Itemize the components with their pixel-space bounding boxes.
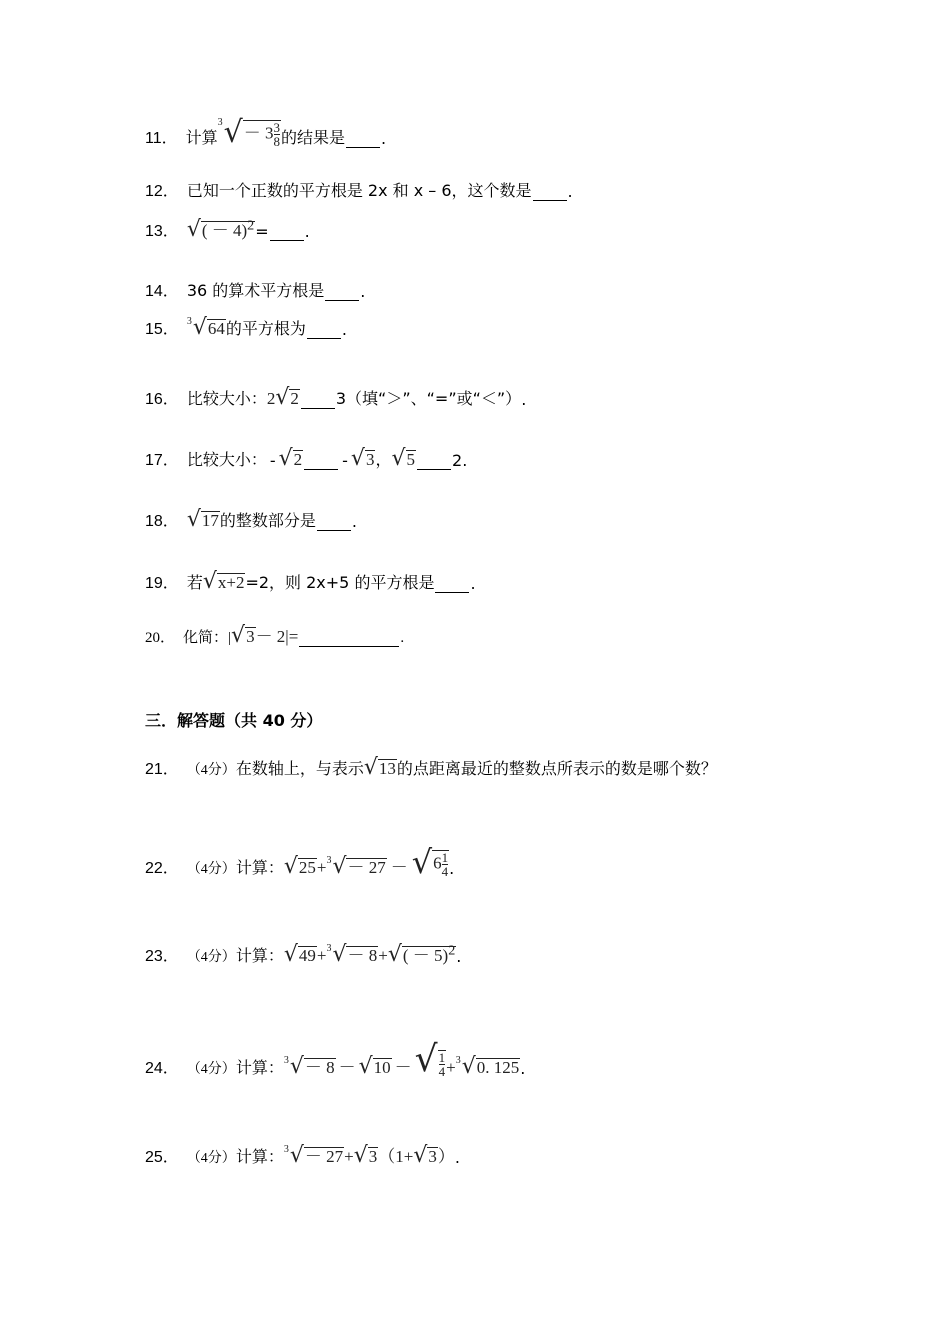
radical-sign: √ — [411, 843, 433, 881]
plus-sign: + — [378, 946, 388, 965]
radical-sign: √ — [461, 1054, 476, 1079]
radicand-text: 13 — [378, 759, 396, 779]
question-text: 若 — [186, 573, 203, 592]
root-index: 3 — [455, 1055, 461, 1066]
radical-sign: √ — [202, 569, 217, 594]
points: （4分） — [186, 950, 236, 965]
plus-sign: + — [344, 1147, 354, 1166]
answer-blank[interactable] — [346, 131, 380, 148]
root-index: 3 — [283, 1055, 289, 1066]
points: （4分） — [186, 763, 236, 778]
radical-sign: √ — [192, 315, 207, 340]
square-root-expression — [391, 448, 416, 470]
question-number: 20． — [145, 630, 176, 646]
exponent: 2 — [448, 942, 456, 959]
question-text: 的结果是 — [281, 128, 346, 147]
question-17 — [145, 447, 467, 470]
question-12 — [145, 178, 573, 201]
radicand-text: 2 — [290, 389, 299, 409]
root-index: 3 — [283, 1144, 289, 1155]
square-root-expression — [203, 571, 246, 593]
radicand-text: 49 — [298, 946, 316, 966]
radical-sign: √ — [391, 446, 406, 471]
period: . — [341, 320, 347, 339]
radicand-text: 25 — [298, 858, 316, 878]
cube-root-expression — [284, 1145, 344, 1167]
radical-sign: √ — [275, 385, 290, 410]
square-root-expression — [354, 1145, 379, 1167]
question-number: 13． — [145, 223, 179, 240]
radical-sign: √ — [414, 1039, 438, 1080]
answer-blank[interactable] — [533, 184, 567, 201]
question-text: － 2|= — [255, 627, 299, 646]
radicand-text: 10 — [373, 1058, 391, 1078]
cube-root-expression — [217, 115, 281, 150]
period: . — [351, 512, 357, 531]
period: . — [449, 859, 455, 878]
square-root-expression — [351, 448, 376, 470]
radicand-text: － 8 — [304, 1058, 335, 1078]
numerator: 3 — [273, 120, 281, 135]
question-text: 的点距离最近的整数点所表示的数是哪个数？ — [396, 759, 717, 778]
period: . — [520, 1059, 526, 1078]
period: . — [360, 282, 366, 301]
square-root-expression — [284, 944, 317, 966]
question-15 — [145, 316, 347, 339]
question-number: 21． — [145, 761, 179, 778]
question-number: 19． — [145, 575, 179, 592]
question-number: 24． — [145, 1060, 179, 1077]
question-text: 计算： — [235, 1058, 284, 1077]
radical-sign: √ — [289, 1054, 304, 1079]
root-index: 3 — [326, 855, 332, 866]
points: （4分） — [186, 862, 236, 877]
question-number: 25． — [145, 1149, 179, 1166]
question-number: 23． — [145, 948, 179, 965]
question-text: 在数轴上，与表示 — [235, 759, 364, 778]
period: . — [304, 222, 310, 241]
radicand-text: 5 — [406, 450, 415, 470]
question-text: 计算： — [235, 946, 284, 965]
answer-blank[interactable] — [417, 453, 451, 470]
radical-sign: √ — [283, 942, 298, 967]
question-16 — [145, 386, 526, 409]
radical-sign: √ — [413, 1143, 428, 1168]
square-root-expression — [414, 1039, 446, 1080]
coefficient: 2 — [266, 389, 276, 408]
radicand-text: － 3 — [243, 123, 274, 143]
question-text: 的平方根为 — [225, 319, 306, 338]
paren-open: （1+ — [378, 1147, 414, 1166]
answer-blank[interactable] — [304, 453, 338, 470]
equals: = — [255, 222, 269, 241]
radicand-text: 17 — [201, 511, 219, 531]
question-text: 化简：| — [183, 630, 232, 646]
question-text: 计算： — [235, 1147, 284, 1166]
root-index: 3 — [186, 316, 192, 327]
radical-sign: √ — [350, 446, 365, 471]
radicand-text: 0. 125 — [476, 1058, 520, 1078]
radicand-text: 64 — [207, 319, 225, 339]
square-root-expression — [275, 387, 300, 409]
radicand-text: ( － 5) — [402, 946, 449, 966]
radical-sign: √ — [283, 854, 298, 879]
radical-sign: √ — [363, 755, 378, 780]
cube-root-expression — [187, 317, 226, 339]
denominator: 8 — [273, 134, 281, 149]
problem-25 — [145, 1142, 460, 1167]
plus-sign: + — [446, 1058, 456, 1077]
question-text: 计算 — [185, 128, 218, 147]
answer-blank[interactable] — [270, 224, 304, 241]
radical-sign: √ — [278, 446, 293, 471]
minus-sign: － — [338, 1058, 356, 1077]
period: . — [470, 574, 476, 593]
square-root-expression — [413, 1145, 438, 1167]
radical-sign: √ — [186, 217, 201, 242]
question-number: 18． — [145, 513, 179, 530]
root-index: 3 — [217, 117, 223, 128]
question-18 — [145, 508, 357, 531]
question-number: 15． — [145, 321, 179, 338]
answer-blank[interactable] — [435, 576, 469, 593]
radicand — [243, 120, 281, 148]
square-root-expression — [364, 757, 397, 779]
denominator: 4 — [441, 864, 449, 879]
problem-22 — [145, 843, 455, 881]
radicand-text: － 8 — [347, 946, 378, 966]
radicand-text: ( － 4) — [201, 221, 248, 241]
answer-blank[interactable] — [301, 392, 335, 409]
points: （4分） — [186, 1062, 236, 1077]
radicand-text: 2 — [293, 450, 303, 470]
question-19 — [145, 570, 476, 593]
period: . — [567, 182, 573, 201]
square-root-expression — [388, 944, 456, 966]
period: . — [454, 1148, 460, 1167]
question-13 — [145, 218, 310, 241]
section-heading: 三．解答题（共 40 分） — [145, 711, 323, 730]
radical-sign: √ — [231, 623, 246, 648]
period: . — [521, 390, 527, 409]
radical-sign: √ — [387, 942, 402, 967]
square-root-expression — [231, 625, 256, 647]
cube-root-expression — [456, 1056, 521, 1078]
minus-sign: － — [394, 1058, 412, 1077]
root-index: 3 — [326, 943, 332, 954]
problem-23 — [145, 943, 461, 966]
radical-sign: √ — [332, 854, 347, 879]
square-root-expression — [187, 509, 220, 531]
radical-sign: √ — [353, 1143, 368, 1168]
plus-sign: + — [316, 858, 327, 877]
square-root-expression — [187, 219, 255, 241]
radicand-text: 6 — [433, 853, 442, 873]
comma: ， — [375, 450, 392, 469]
question-text: 3（填“＞”、“=”或“＜”） — [335, 389, 522, 408]
question-number: 14． — [145, 283, 179, 300]
radical-sign: √ — [289, 1143, 304, 1168]
points: （4分） — [186, 1151, 236, 1166]
radical-sign: √ — [358, 1054, 373, 1079]
minus-sign: － — [390, 858, 408, 877]
square-root-expression — [359, 1056, 392, 1078]
question-number: 16． — [145, 391, 179, 408]
period: . — [462, 451, 468, 470]
question-text: 计算： — [235, 858, 284, 877]
plus-sign: + — [316, 946, 327, 965]
radicand-text: － 27 — [347, 858, 386, 878]
question-text: 36 的算术平方根是 — [186, 281, 325, 300]
minus-sign: - — [342, 451, 348, 470]
radical-sign: √ — [223, 115, 243, 150]
numerator: 1 — [438, 1050, 446, 1065]
period: . — [456, 947, 462, 966]
paren-close: ） — [437, 1147, 455, 1166]
period: . — [400, 630, 405, 646]
square-root-expression — [279, 448, 304, 470]
question-text: 的整数部分是 — [219, 511, 316, 530]
problem-21 — [145, 756, 717, 779]
radical-sign: √ — [186, 507, 201, 532]
question-text: 已知一个正数的平方根是 2x 和 x – 6，这个数是 — [186, 181, 532, 200]
minus-sign: - — [269, 451, 276, 470]
question-text: 比较大小： — [186, 389, 267, 408]
denominator: 4 — [438, 1064, 446, 1079]
radicand-text: － 27 — [304, 1147, 344, 1167]
question-text: 2 — [452, 451, 463, 470]
square-root-expression — [411, 843, 449, 881]
radicand-text: 3 — [246, 627, 255, 647]
problem-24 — [145, 1039, 526, 1080]
question-number: 11． — [145, 130, 178, 147]
question-11 — [145, 115, 387, 150]
answer-blank[interactable] — [307, 322, 341, 339]
question-number: 17． — [145, 452, 179, 469]
exponent: 2 — [247, 217, 255, 234]
question-14 — [145, 278, 365, 301]
radicand-text: x+2 — [217, 573, 245, 593]
radical-sign: √ — [332, 942, 347, 967]
question-20 — [145, 622, 404, 647]
radicand-text: 3 — [365, 450, 375, 470]
cube-root-expression — [284, 1056, 336, 1078]
cube-root-expression — [326, 856, 386, 878]
cube-root-expression — [326, 944, 378, 966]
answer-blank[interactable] — [317, 514, 351, 531]
question-number: 22． — [145, 860, 179, 877]
square-root-expression — [284, 856, 317, 878]
radicand-text: 3 — [428, 1147, 437, 1167]
numerator: 1 — [441, 850, 449, 865]
answer-blank[interactable] — [299, 630, 399, 647]
question-text: 比较大小： — [186, 450, 267, 469]
question-number: 12． — [145, 183, 179, 200]
answer-blank[interactable] — [325, 284, 359, 301]
question-text: =2，则 2x+5 的平方根是 — [245, 573, 435, 592]
period: . — [381, 129, 387, 148]
radicand-text: 3 — [368, 1147, 378, 1167]
